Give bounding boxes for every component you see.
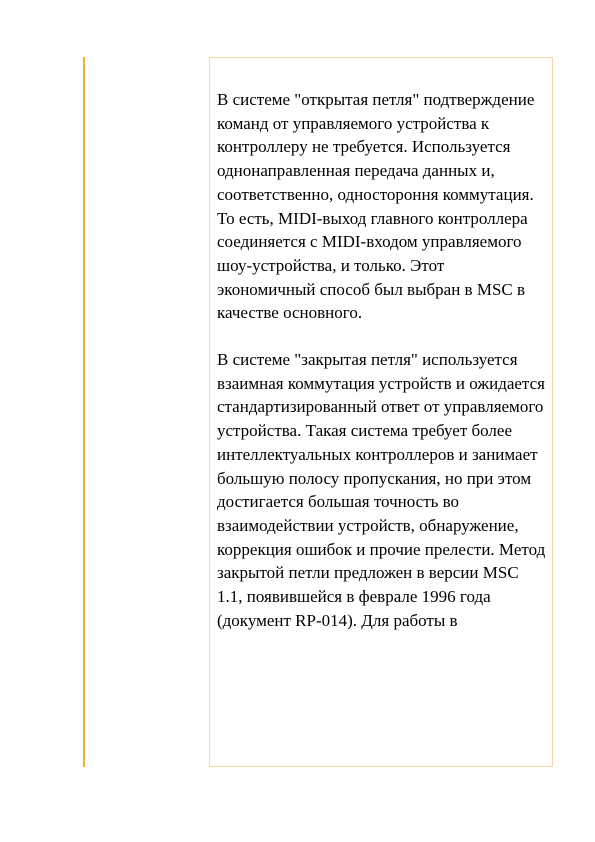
text-frame <box>209 57 553 767</box>
paragraph-open-loop: В системе "открытая петля" подтверждение команд от управляемого устройства к контроллеру не требуется. Используется однонаправленная передача данных и, соответственно, одностороння коммутация. То есть, MIDI-выход главного контроллера соединяется с MIDI-входом управляемого шоу-устройства, и только. Этот экономичный способ был выбран в MSC в качестве основного. <box>217 90 535 323</box>
margin-rule <box>83 57 85 767</box>
paragraph-closed-loop: В системе "закрытая петля" используется взаимная коммутация устройств и ожидается стандартизированный ответ от управляемого устройства. Такая система требует более интеллектуальных контроллеров и занимает большую полосу пропускания, но при этом достигается большая точность во взаимодействии устройств, обнаружение, коррекция ошибок и прочие прелести. Метод закрытой петли предложен в версии MSC 1.1, появившейся в феврале 1996 года (документ RP-014). Для работы в <box>217 350 546 630</box>
